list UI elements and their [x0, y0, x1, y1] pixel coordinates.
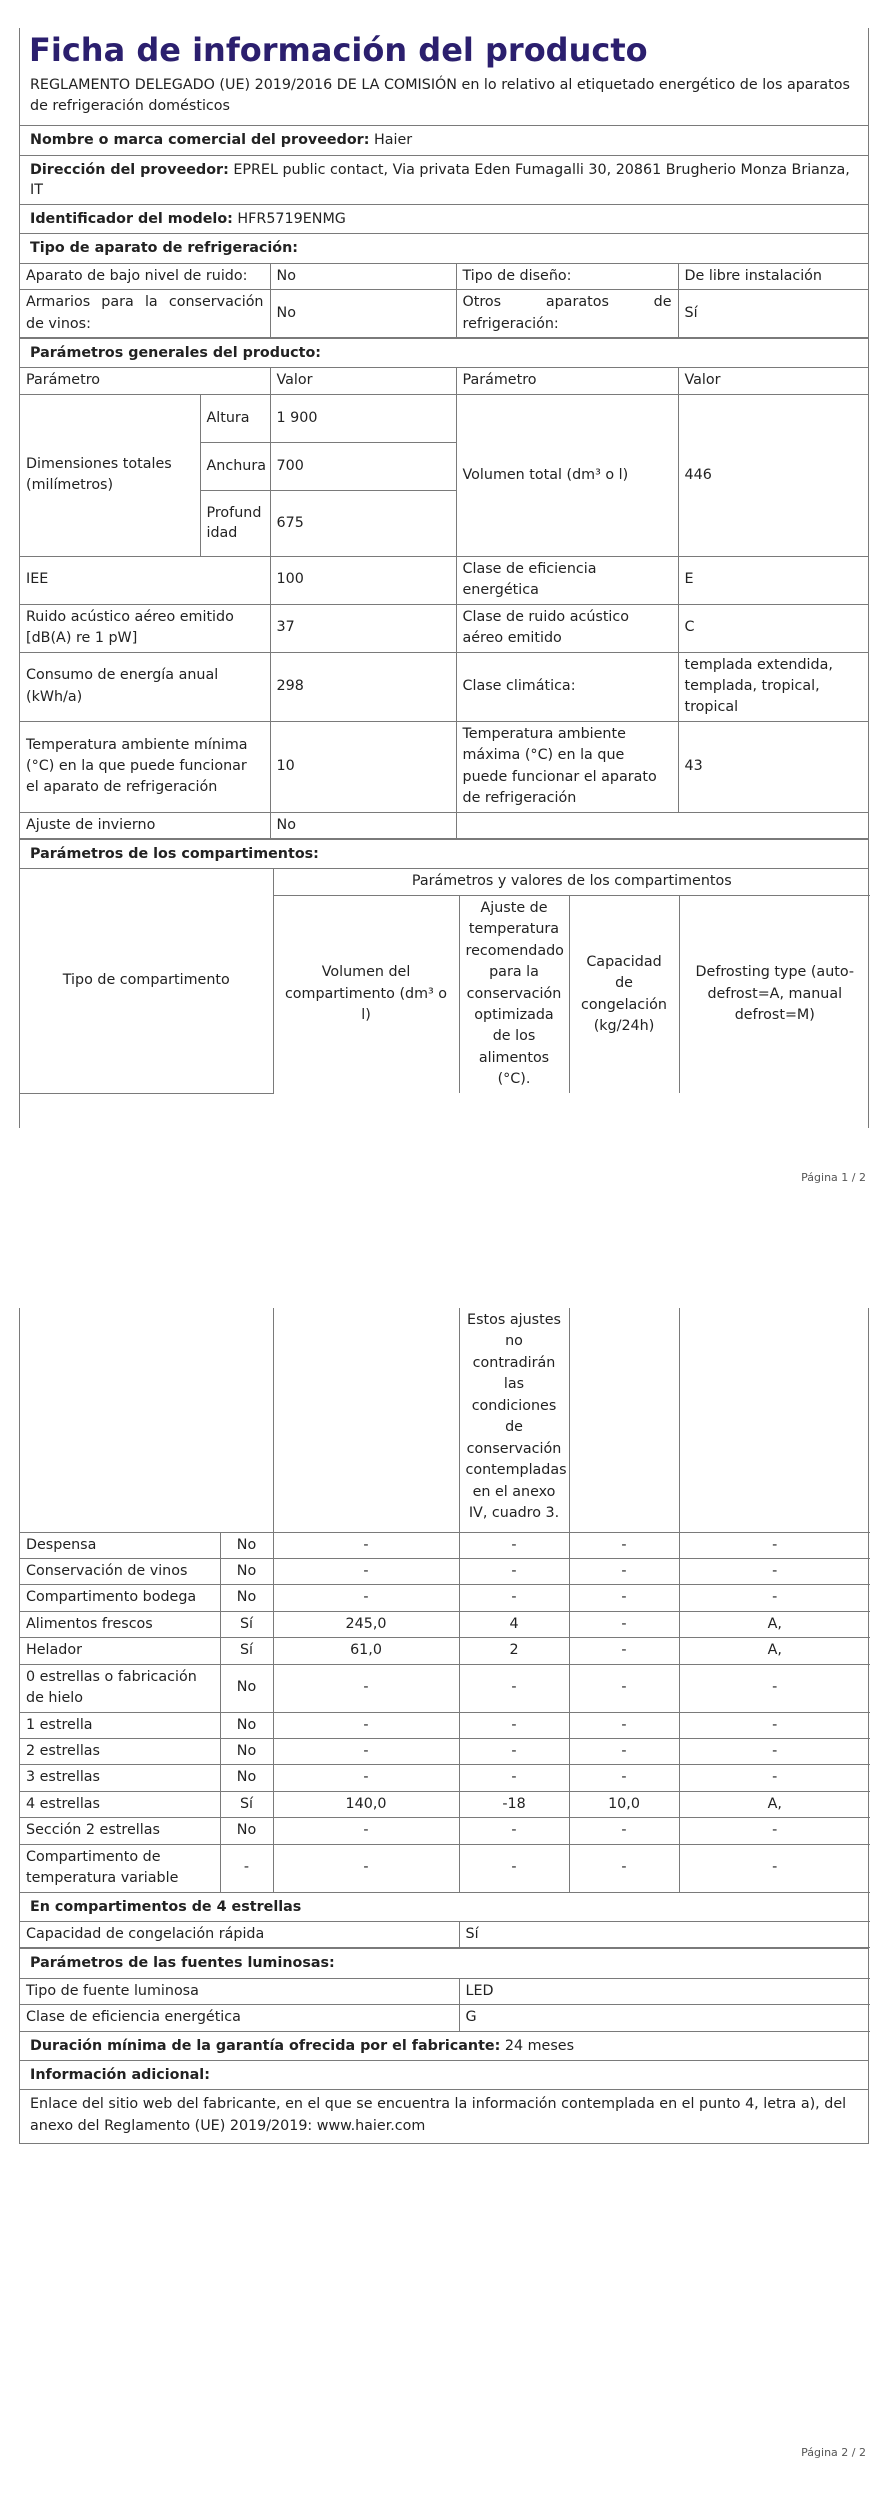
comp-volume-header: Volumen del compartimento (dm³ o l): [273, 895, 459, 1093]
general-params-heading: Parámetros generales del producto:: [20, 338, 868, 367]
supplier-address-label: Dirección del proveedor:: [30, 161, 229, 178]
height-label: Altura: [200, 394, 270, 442]
param-value: 10: [270, 721, 456, 812]
param-label: Clase climática:: [456, 652, 678, 721]
table-header-row: [20, 869, 870, 895]
manufacturer-link[interactable]: www.haier.com: [316, 2117, 426, 2134]
comp-freezing: -: [569, 1818, 679, 1844]
comp-defrost: A,: [679, 1791, 870, 1817]
comp-freezing: -: [569, 1765, 679, 1791]
comp-defrost: -: [679, 1818, 870, 1844]
param-label: Clase de ruido acústico aéreo emitido: [456, 604, 678, 652]
comp-defrost: -: [679, 1844, 870, 1892]
appliance-type-heading: Tipo de aparato de refrigeración:: [20, 233, 868, 262]
comp-present: No: [220, 1765, 273, 1791]
comp-freezing-header: Capacidad de congelación (kg/24h): [569, 895, 679, 1093]
additional-info-body: Enlace del sitio web del fabricante, en el que se encuentra la información contemplada en el punto 4, letra a), del anexo del Reglamento (UE) 2019/2019:: [30, 2096, 847, 2134]
comp-present: No: [220, 1585, 273, 1611]
param-value: 298: [270, 652, 456, 721]
table-row: [20, 263, 868, 289]
comp-present: Sí: [220, 1638, 273, 1664]
page-2-frame: [19, 1308, 869, 2144]
comp-defrost: A,: [679, 1611, 870, 1637]
comp-volume: -: [273, 1765, 459, 1791]
comp-temp: -: [459, 1765, 569, 1791]
table-row: [20, 604, 868, 652]
comp-freezing: -: [569, 1712, 679, 1738]
comp-name: 3 estrellas: [20, 1765, 220, 1791]
page-title: Ficha de información del producto: [29, 31, 648, 69]
table-row: [20, 1611, 870, 1637]
dimensions-label: Dimensiones totales (milímetros): [20, 394, 200, 556]
comp-freezing: -: [569, 1844, 679, 1892]
comp-temp: -: [459, 1712, 569, 1738]
comp-present: No: [220, 1664, 273, 1712]
fast-freeze-value: Sí: [459, 1921, 870, 1947]
page-number: Página 1 / 2: [801, 1171, 866, 1184]
table-row: [20, 290, 868, 338]
comp-defrost: A,: [679, 1638, 870, 1664]
supplier-name-row: [20, 125, 868, 154]
comp-name: Conservación de vinos: [20, 1558, 220, 1584]
appliance-type-table: [20, 263, 868, 338]
type-param: Aparato de bajo nivel de ruido:: [20, 263, 270, 289]
comp-freezing: -: [569, 1585, 679, 1611]
comp-volume: 245,0: [273, 1611, 459, 1637]
supplier-address-value: EPREL public contact, Via privata Eden Fumagalli 30, 20861 Brugherio Monza Brianza, IT: [30, 161, 850, 198]
table-header-row: [20, 368, 868, 394]
width-label: Anchura: [200, 442, 270, 490]
depth-label: Profundidad: [200, 490, 270, 556]
type-param: Armarios para la conservación de vinos:: [20, 290, 270, 338]
param-value: 43: [678, 721, 868, 812]
comp-temp: -: [459, 1558, 569, 1584]
comp-present: Sí: [220, 1791, 273, 1817]
supplier-name-value: Haier: [373, 132, 413, 149]
page-number: Página 2 / 2: [801, 2446, 866, 2459]
table-row: [20, 652, 868, 721]
light-type-label: Tipo de fuente luminosa: [20, 1978, 459, 2004]
comp-volume: -: [273, 1558, 459, 1584]
comp-temp: -: [459, 1818, 569, 1844]
light-class-value: G: [459, 2005, 870, 2031]
comp-temp: 4: [459, 1611, 569, 1637]
type-value: Sí: [678, 290, 868, 338]
table-row: [20, 1978, 870, 2004]
comp-temp-note: Estos ajustes no contradirán las condiciones de conservación contempladas en el anexo IV, cuadro 3.: [459, 1308, 569, 1532]
warranty-label: Duración mínima de la garantía ofrecida por el fabricante:: [30, 2037, 501, 2054]
type-param: Otros aparatos de refrigeración:: [456, 290, 678, 338]
type-value: No: [270, 290, 456, 338]
general-params-table: [20, 367, 868, 839]
table-row: [20, 1921, 870, 1947]
table-row: [20, 812, 868, 838]
volume-label: Volumen total (dm³ o l): [456, 394, 678, 556]
comp-temp: -18: [459, 1791, 569, 1817]
additional-info-text: [20, 2089, 868, 2144]
model-label: Identificador del modelo:: [30, 211, 233, 228]
light-type-value: LED: [459, 1978, 870, 2004]
table-row: [20, 1791, 870, 1817]
param-value: E: [678, 556, 868, 604]
comp-present: -: [220, 1844, 273, 1892]
light-source-heading: Parámetros de las fuentes luminosas:: [20, 1948, 868, 1977]
table-header-row: [20, 1308, 870, 1532]
comp-volume: -: [273, 1664, 459, 1712]
comp-temp: -: [459, 1585, 569, 1611]
additional-info-heading: Información adicional:: [20, 2060, 868, 2089]
table-row: [20, 2005, 870, 2031]
table-row: [20, 1664, 870, 1712]
comp-present: Sí: [220, 1611, 273, 1637]
type-param: Tipo de diseño:: [456, 263, 678, 289]
table-row: [20, 1558, 870, 1584]
warranty-row: [20, 2032, 868, 2060]
comp-defrost: -: [679, 1765, 870, 1791]
light-source-table: [20, 1978, 870, 2032]
comp-present: No: [220, 1532, 273, 1558]
comp-volume: -: [273, 1844, 459, 1892]
comp-freezing: -: [569, 1611, 679, 1637]
depth-value: 675: [270, 490, 456, 556]
comp-temp: -: [459, 1532, 569, 1558]
regulation-subtitle: REGLAMENTO DELEGADO (UE) 2019/2016 DE LA COMISIÓN en lo relativo al etiquetado energético de los aparatos de refrigeración domésticos: [30, 76, 850, 114]
column-header: Valor: [270, 368, 456, 394]
comp-defrost: -: [679, 1585, 870, 1611]
param-value: No: [270, 812, 456, 838]
comp-name: 2 estrellas: [20, 1739, 220, 1765]
comp-name: Alimentos frescos: [20, 1611, 220, 1637]
comp-volume: -: [273, 1532, 459, 1558]
table-row: [20, 1638, 870, 1664]
comp-defrost: -: [679, 1739, 870, 1765]
fast-freeze-label: Capacidad de congelación rápida: [20, 1921, 459, 1947]
supplier-name-label: Nombre o marca comercial del proveedor:: [30, 132, 370, 149]
comp-temp-header: Ajuste de temperatura recomendado para la conservación optimizada de los alimentos (°C).: [459, 895, 569, 1093]
table-row: [20, 1818, 870, 1844]
comp-volume: 61,0: [273, 1638, 459, 1664]
column-header: Valor: [678, 368, 868, 394]
compartments-heading: Parámetros de los compartimentos:: [20, 839, 868, 869]
warranty-value: 24 meses: [504, 2037, 575, 2054]
comp-name: Compartimento bodega: [20, 1585, 220, 1611]
comp-freezing: -: [569, 1739, 679, 1765]
empty-cell: [569, 1308, 679, 1532]
table-row: [20, 1844, 870, 1892]
comp-present: No: [220, 1818, 273, 1844]
height-value: 1 900: [270, 394, 456, 442]
param-label: Clase de eficiencia energética: [456, 556, 678, 604]
model-row: [20, 204, 868, 233]
comp-freezing: -: [569, 1638, 679, 1664]
comp-volume: -: [273, 1739, 459, 1765]
comp-defrost: -: [679, 1558, 870, 1584]
table-row: [20, 394, 868, 442]
param-label: IEE: [20, 556, 270, 604]
volume-value: 446: [678, 394, 868, 556]
table-row: [20, 556, 868, 604]
table-row: [20, 1585, 870, 1611]
column-header: Parámetro: [456, 368, 678, 394]
param-label: Ajuste de invierno: [20, 812, 270, 838]
comp-temp: 2: [459, 1638, 569, 1664]
supplier-address-row: [20, 155, 868, 205]
page-2: [0, 1255, 888, 2510]
comp-name: Helador: [20, 1638, 220, 1664]
empty-cell: [679, 1308, 870, 1532]
comp-temp: -: [459, 1664, 569, 1712]
table-row: [20, 1532, 870, 1558]
comp-defrost: -: [679, 1664, 870, 1712]
comp-volume: 140,0: [273, 1791, 459, 1817]
param-value: C: [678, 604, 868, 652]
comp-present: No: [220, 1558, 273, 1584]
table-row: [20, 1765, 870, 1791]
param-value: 100: [270, 556, 456, 604]
model-value: HFR5719ENMG: [237, 211, 346, 228]
comp-freezing: 10,0: [569, 1791, 679, 1817]
comp-type-header: Tipo de compartimento: [20, 869, 273, 1093]
empty-cell: [273, 1308, 459, 1532]
page-1-frame: [19, 28, 869, 1128]
table-row: [20, 721, 868, 812]
param-label: Consumo de energía anual (kWh/a): [20, 652, 270, 721]
comp-defrost: -: [679, 1532, 870, 1558]
comp-group-header: Parámetros y valores de los compartimentos: [273, 869, 870, 895]
fast-freeze-table: [20, 1921, 870, 1948]
comp-present: No: [220, 1739, 273, 1765]
type-value: De libre instalación: [678, 263, 868, 289]
comp-freezing: -: [569, 1558, 679, 1584]
comp-defrost: -: [679, 1712, 870, 1738]
comp-temp: -: [459, 1739, 569, 1765]
comp-freezing: -: [569, 1532, 679, 1558]
width-value: 700: [270, 442, 456, 490]
compartments-header-table: [20, 869, 870, 1093]
param-label: Ruido acústico aéreo emitido [dB(A) re 1 pW]: [20, 604, 270, 652]
table-row: [20, 1739, 870, 1765]
comp-temp: -: [459, 1844, 569, 1892]
param-value: 37: [270, 604, 456, 652]
param-label: Temperatura ambiente máxima (°C) en la que puede funcionar el aparato de refrigeración: [456, 721, 678, 812]
light-class-label: Clase de eficiencia energética: [20, 2005, 459, 2031]
comp-present: No: [220, 1712, 273, 1738]
comp-name: 4 estrellas: [20, 1791, 220, 1817]
comp-volume: -: [273, 1585, 459, 1611]
comp-name: Compartimento de temperatura variable: [20, 1844, 220, 1892]
type-value: No: [270, 263, 456, 289]
comp-name: Sección 2 estrellas: [20, 1818, 220, 1844]
empty-cell: [456, 812, 868, 838]
comp-name: Despensa: [20, 1532, 220, 1558]
comp-volume: -: [273, 1712, 459, 1738]
param-value: templada extendida, templada, tropical, tropical: [678, 652, 868, 721]
compartments-table: [20, 1308, 870, 1893]
column-header: Parámetro: [20, 368, 270, 394]
comp-volume: -: [273, 1818, 459, 1844]
table-row: [20, 1712, 870, 1738]
comp-name: 1 estrella: [20, 1712, 220, 1738]
comp-name: 0 estrellas o fabricación de hielo: [20, 1664, 220, 1712]
param-label: Temperatura ambiente mínima (°C) en la que puede funcionar el aparato de refrigeración: [20, 721, 270, 812]
empty-cell: [20, 1308, 273, 1532]
comp-freezing: -: [569, 1664, 679, 1712]
four-star-heading: En compartimentos de 4 estrellas: [30, 1898, 302, 1915]
comp-defrost-header: Defrosting type (auto-defrost=A, manual defrost=M): [679, 895, 870, 1093]
